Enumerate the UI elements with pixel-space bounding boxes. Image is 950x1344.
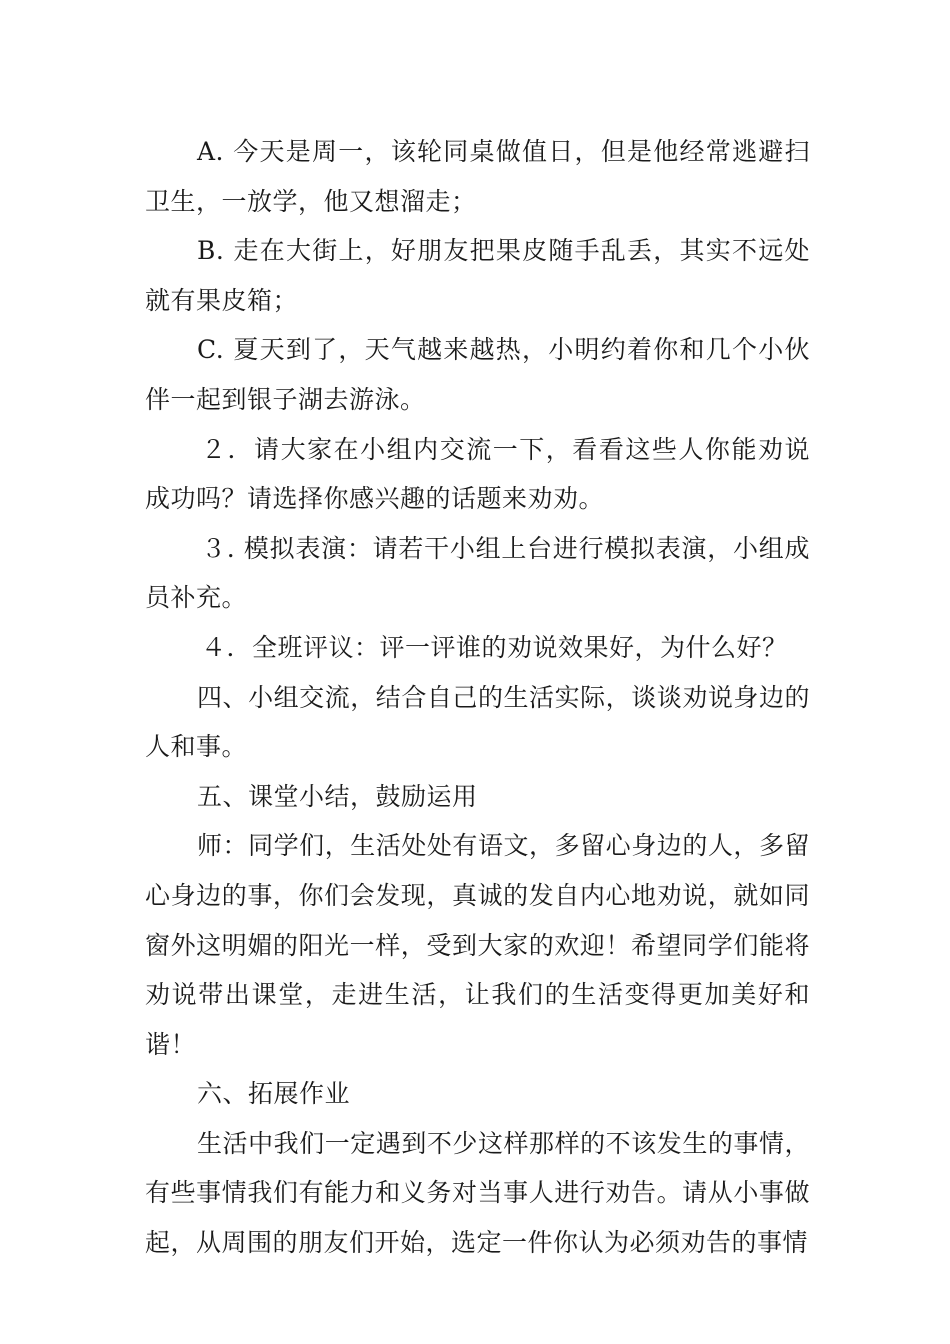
paragraph-option-c: C. 夏天到了，天气越来越热，小明约着你和几个小伙伴一起到银子湖去游泳。 <box>145 335 810 414</box>
paragraph-step-4: ４．全班评议：评一评谁的劝说效果好，为什么好？ <box>201 632 788 662</box>
paragraph-section-4: 四、小组交流，结合自己的生活实际，谈谈劝说身边的人和事。 <box>145 682 810 762</box>
paragraph-section-5-heading: 五、课堂小结，鼓励运用 <box>197 781 478 811</box>
paragraph-option-b: B. 走在大街上，好朋友把果皮随手乱丢，其实不远处就有果皮箱； <box>145 236 810 315</box>
document-body <box>145 127 810 1268</box>
paragraph-homework: 生活中我们一定遇到不少这样那样的不该发生的事情，有些事情我们有能力和义务对当事人进行劝告。请从小事做起，从周围的朋友们开始，选定一件你认为必须劝告的事情 <box>145 1128 810 1258</box>
paragraph-teacher-summary: 师：同学们，生活处处有语文，多留心身边的人，多留心身边的事，你们会发现，真诚的发自内心地劝说，就如同窗外这明媚的阳光一样，受到大家的欢迎！希望同学们能将劝说带出课堂，走进生活，让我们的生活变得更加美好和谐！ <box>145 831 810 1059</box>
paragraph-step-3: ３. 模拟表演：请若干小组上台进行模拟表演，小组成员补充。 <box>145 533 810 613</box>
paragraph-step-2: ２．请大家在小组内交流一下，看看这些人你能劝说成功吗？请选择你感兴趣的话题来劝劝。 <box>145 434 810 514</box>
paragraph-option-a: A. 今天是周一，该轮同桌做值日，但是他经常逃避扫卫生，一放学，他又想溜走； <box>145 137 810 216</box>
paragraph-section-6-heading: 六、拓展作业 <box>197 1079 351 1109</box>
